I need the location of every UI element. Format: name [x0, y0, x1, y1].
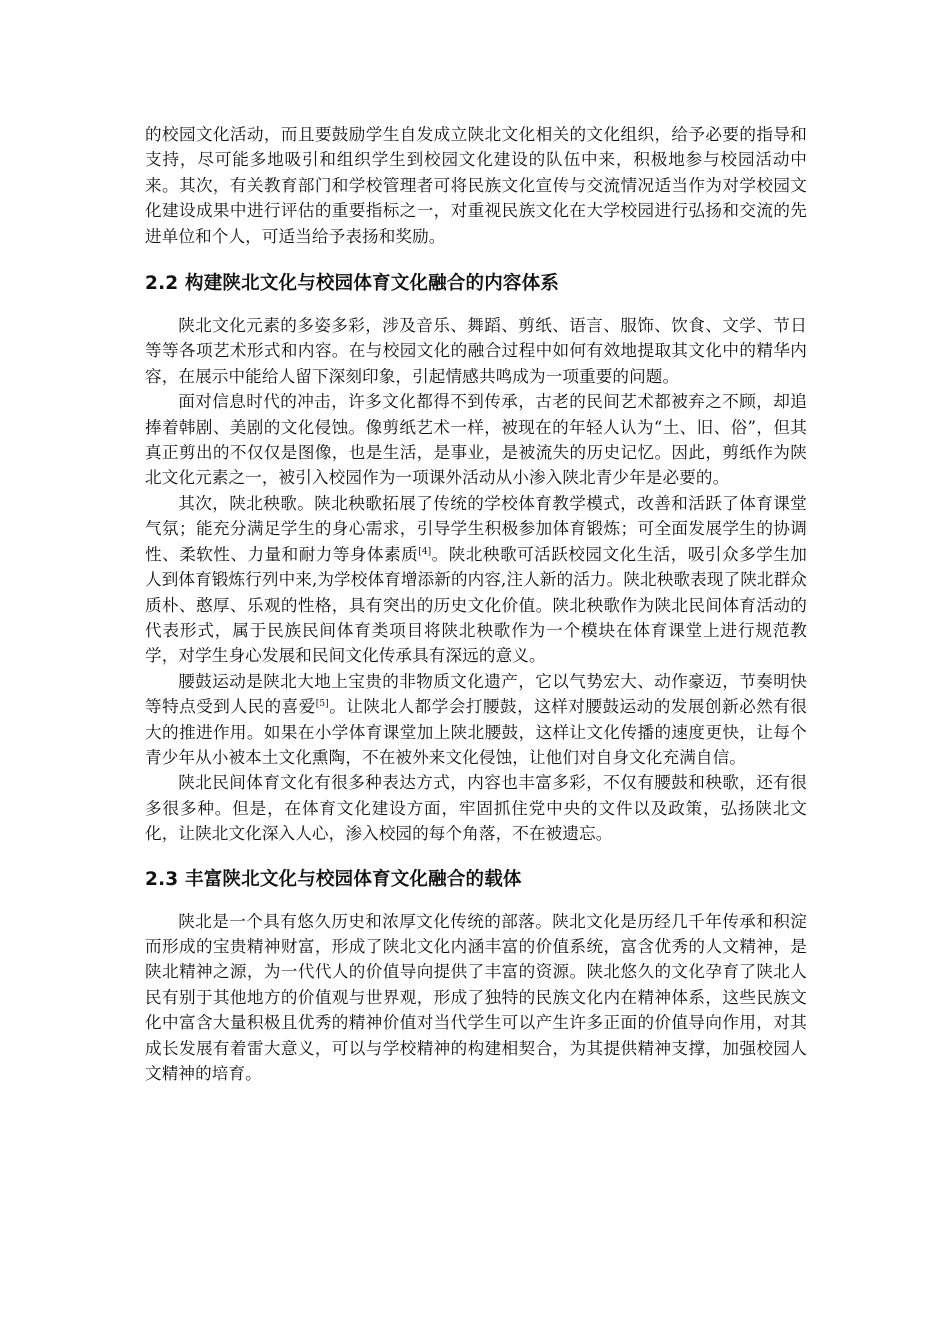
intro-paragraph: 的校园文化活动，而且要鼓励学生自发成立陕北文化相关的文化组织，给予必要的指导和支持，尽可能多地吸引和组织学生到校园文化建设的队伍中来，积极地参与校园活动中来。其次，有关教育部门和学校管理者可将民族文化宣传与交流情况适当作为对学校园文化建设成果中进行评估的重要指标之一，对重视民族文化在大学校园进行弘扬和交流的先进单位和个人，可适当给予表扬和奖励。: [145, 125, 807, 246]
section-heading-2-2: 2.2 构建陕北文化与校园体育文化融合的内容体系: [145, 273, 560, 295]
paragraph-2-2-5: 陕北民间体育文化有很多种表达方式，内容也丰富多彩，不仅有腰鼓和秧歌，还有很多很多种。但是，在体育文化建设方面，牢固抓住党中央的文件以及政策，弘扬陕北文化，让陕北文化深入人心，渗入校园的每个角落，不在被遗忘。: [145, 773, 807, 844]
citation-ref: [5]: [315, 699, 329, 710]
document-body: [145, 122, 807, 1086]
section-heading-2-3: 2.3 丰富陕北文化与校园体育文化融合的载体: [145, 868, 522, 890]
paragraph-2-2-1: 陕北文化元素的多姿多彩，涉及音乐、舞蹈、剪纸、语言、服饰、饮食、文学、节日等等各项艺术形式和内容。在与校园文化的融合过程中如何有效地提取其文化中的精华内容，在展示中能给人留下深刻印象，引起情感共鸣成为一项重要的问题。: [145, 316, 807, 386]
citation-ref: [4]: [418, 546, 432, 557]
paragraph-text: 。让陕北人都学会打腰鼓，这样对腰鼓运动的发展创新必然有很大的推进作用。如果在小学体育课堂加上陕北腰鼓，这样让文化传播的速度更快，让每个青少年从小被本土文化熏陶，不在被外来文化侵蚀，让他们对自身文化充满自信。: [145, 697, 807, 767]
paragraph-text: 腰鼓运动是陕北大地上宝贵的非物质文化遗产，它以气势宏大、动作豪迈，节奏明快等特点受到人民的喜爱: [145, 671, 807, 717]
paragraph-2-2-2: 面对信息时代的冲击，许多文化都得不到传承，古老的民间艺术都被弃之不顾，却追捧着韩剧、美剧的文化侵蚀。像剪纸艺术一样，被现在的年轻人认为“土、旧、俗”，但其真正剪出的不仅仅是图像，也是生活，是事业，是被流失的历史记忆。因此，剪纸作为陕北文化元素之一，被引入校园作为一项课外活动从小渗入陕北青少年是必要的。: [145, 392, 807, 488]
paragraph-2-3-1: 陕北是一个具有悠久历史和浓厚文化传统的部落。陕北文化是历经几千年传承和积淀而形成的宝贵精神财富，形成了陕北文化内涵丰富的价值系统，富含优秀的人文精神，是陕北精神之源，为一代代人的价值导向提供了丰富的资源。陕北悠久的文化孕育了陕北人民有别于其他地方的价值观与世界观，形成了独特的民族文化内在精神体系，这些民族文化中富含大量积极且优秀的精神价值对当代学生可以产生许多正面的价值导向作用，对其成长发展有着雷大意义，可以与学校精神的构建相契合，为其提供精神支撑，加强校园人文精神的培育。: [145, 911, 807, 1083]
paragraph-2-2-4: [145, 669, 807, 771]
paragraph-text: 。陕北秧歌可活跃校园文化生活，吸引众多学生加人到体育锻炼行列中来,为学校体育增添新的内容,注人新的活力。陕北秧歌表现了陕北群众质朴、憨厚、乐观的性格，具有突出的历史文化价值。陕北秧歌作为陕北民间体育活动的代表形式，属于民族民间体育类项目将陕北秧歌作为一个模块在体育课堂上进行规范教学，对学生身心发展和民间文化传承具有深远的意义。: [145, 544, 807, 666]
paragraph-2-2-3: [145, 491, 807, 669]
paragraph-text: 其次，陕北秧歌。陕北秧歌拓展了传统的学校体育教学模式，改善和活跃了体育课堂气氛；能充分满足学生的身心需求，引导学生积极参加体育锻炼；可全面发展学生的协调性、柔软性、力量和耐力等身体素质: [145, 493, 807, 564]
